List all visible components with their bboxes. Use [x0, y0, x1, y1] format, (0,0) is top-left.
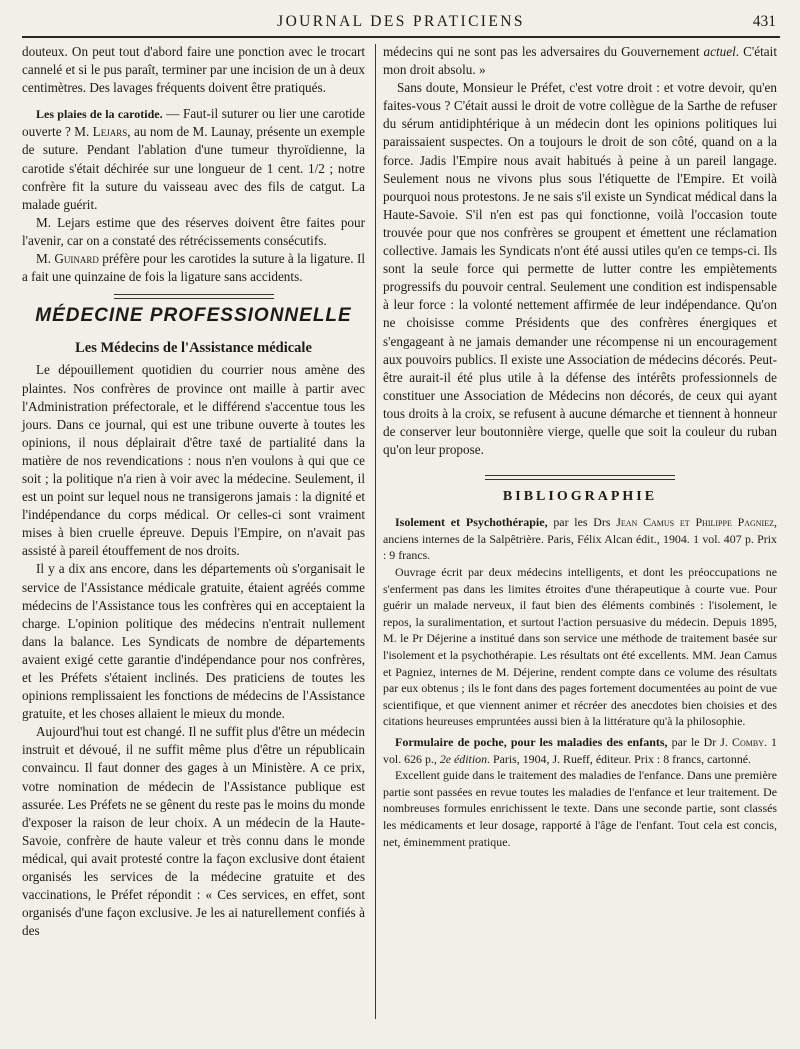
paragraph: M. Lejars estime que des réserves doivent être faites pour l'avenir, car on a constaté des rétrécissements consécutifs. — [22, 214, 365, 248]
book-authors: Jean Camus et Philippe Pagniez — [616, 515, 774, 530]
paragraph: M. Guinard préfère pour les carotides la suture à la ligature. Il a fait une quinzaine de fois la ligature sans accidents. — [22, 251, 365, 285]
column-divider — [375, 44, 376, 1019]
page-number: 431 — [752, 13, 776, 30]
book-entry: Isolement et Psychothérapie, par les Drs Jean Camus et Philippe Pagniez, anciens internes de la Salpêtrière. Paris, Félix Alcan édit., 1904. 1 vol. 407 p. Prix : 9 francs. — [383, 515, 777, 563]
bibliography-title: BIBLIOGRAPHIE — [502, 489, 658, 505]
author-name: Lejars — [92, 124, 128, 140]
paragraph: Le dépouillement quotidien du courrier nous amène des plaintes. Nos confrères de province ont maille à partir avec l'Administration préfectorale, et le différend s'accentue tous les jours. Dans ce journal, qui est une tribune ouverte à toutes les opinions, il nous déplairait d'être taxé de partialité dans la matière de nos revendications : nous n'en voulons à qui que ce soit ; la politique n'a rien à voir avec la médecine. Seulement, il est un point sur lequel nous ne transigerons jamais : la dignité et l'indépendance du corps médical. Or celles-ci sont vraiment mises à bien cruelle épreuve. Depuis l'Empire, on n'avait pas assisté à pareil étouffement de nos droits. — [22, 362, 365, 559]
paragraph: Aujourd'hui tout est changé. Il ne suffit plus d'être un médecin instruit et dévoué, il ne suffit même plus d'être un républicain convaincu. Il faut donner des gages à un Ministère. A ce prix, votre nomination de médecin de l'Assistance publique est assurée. Les Préfets ne se gênent du reste pas le moins du monde d'exposer la raison de leur choix. A un médecin de la Haute-Savoie, confrère de haute valeur et très connu dans le monde médical, qui avait protesté contre la façon exclusive dont étaient organisés les services de la médecine gratuite et des vaccinations, le Préfet répondit : « Ces services, en effet, sont organisés d'une façon exclusive. Je les ai naturellement confiés à des — [22, 724, 365, 939]
paragraph-carotide: Les plaies de la carotide. — Faut-il suturer ou lier une carotide ouverte ? M. Lejars, au nom de M. Launay, présente un exemple de suture. Pendant l'ablation d'une tumeur thyroïdienne, la carotide s'était déchirée sur une longueur de 1 cent. 1/2 ; notre confrère fit la suture du vaisseau avec des fils de catgut. La malade guérit. — [22, 106, 366, 212]
right-column — [383, 43, 777, 850]
book-entry: Formulaire de poche, pour les maladies des enfants, par le Dr J. Comby. 1 vol. 626 p., 2e édition. Paris, 1904, J. Rueff, éditeur. Prix : 8 francs, cartonné. — [383, 734, 777, 766]
book-review: Ouvrage écrit par deux médecins intelligents, et dont les préoccupations ne s'enferment pas dans les limites étroites d'une thérapeutique à courte vue. Pour guérir un malade nerveux, il faut bien des éléments combinés : l'isolement, le repos, la suralimentation, et surtout l'action persuasive du médecin. Depuis 1895, M. le Pr Déjerine a institué dans son service une méthode de traitement basée sur l'isolement et la psychothérapie. Les résultats ont été excellents. MM. Jean Camus et Pagniez, internes de M. Déjerine, rendent compte dans ce volume des résultats par eux obtenus ; ils le font dans des pages fortement documentées au point de vue scientifique, et que viennent animer et récréer des anecdotes bien choisies et des citations heureuses empruntées aussi bien à la littérature qu'à la philosophie. — [383, 565, 777, 729]
journal-title: JOURNAL DES PRATICIENS — [277, 13, 525, 30]
run-in-heading: Les plaies de la carotide. — [36, 107, 163, 122]
paragraph: Sans doute, Monsieur le Préfet, c'est votre droit : et votre devoir, qu'en faites-vous ? C'était aussi le droit de votre collègue de la Sarthe de refuser du sérum antidiphtérique à un médecin dont les opinions politiques lui paraissaient suspectes. On a toujours le droit de son côté, quand on a la force. Jadis l'Empire nous avait habitués à peine à un pareil langage. Seulement nous ne vivons plus sous l'étiquette de l'Empire. Et voilà pourquoi nous protestons. Je ne sais s'il existe un Syndicat médical dans la Haute-Savoie. S'il n'en est pas qui fonctionne, voilà l'occasion toute trouvée pour que nos confrères se groupent et émettent une réclamation collective. Jamais les Syndicats n'ont été aussi utiles qu'en ce temps-ci. Ils sont la seule force qui permette de lutter contre les empiètements progressifs du pouvoir central. Seulement une condition est indispensable à leur force : la volonté nettement affirmée de leur indépendance. Qu'on ne choisisse comme Présidents que des confrères énergiques et s'engageant à ne jamais demander une récompense ni un encouragement aux pouvoirs publics. Il existe une Association de médecins décorés. Peut-être aurait-il été plus utile à la défense des intérêts professionnels de constituer une Association de Médecins non décorés, de ceux qui ayant tous droits à la croix, se refusent à aucune démarche et tiennent à honneur de conserver leur boutonnière vierge, quelle que soit la couleur du ruban qu'on leur propose. — [383, 80, 777, 458]
section-rule — [485, 475, 675, 480]
book-title: Formulaire de poche, pour les maladies des enfants, — [395, 734, 668, 749]
author-name: Guinard — [54, 251, 99, 267]
left-column — [22, 43, 365, 940]
book-title: Isolement et Psychothérapie, — [395, 515, 548, 530]
book-authors: Comby — [732, 734, 764, 749]
page-header — [22, 8, 780, 38]
paragraph: Il y a dix ans encore, dans les départements où s'organisait le service de l'Assistance médicale gratuite, étaient agréés comme médecins de l'Assistance tous les confrères qui en acceptaient la charge. L'opinion politique des médecins n'entrait nullement dans la balance. Les Syndicats de nombre de départements avaient exigé cette garantie d'indépendance pour nos confrères, et les Préfets s'étaient inclinés. Des praticiens de toutes les opinions remplissaient les fonctions de médecins de l'Assistance gratuite, et les choses allaient le mieux du monde. — [22, 561, 365, 722]
section-title: MÉDECINE PROFESSIONNELLE — [35, 305, 352, 327]
paragraph: médecins qui ne sont pas les adversaires du Gouvernement actuel. C'était mon droit absolu. » — [383, 44, 777, 78]
article-title: Les Médecins de l'Assistance médicale — [75, 340, 312, 357]
paragraph: douteux. On peut tout d'abord faire une ponction avec le trocart cannelé et si le pus paraît, terminer par une incision de un à deux centimètres. Des lavages fréquents doivent être pratiqués. — [22, 44, 365, 96]
section-rule — [114, 294, 274, 299]
book-review: Excellent guide dans le traitement des maladies de l'enfance. Dans une première partie sont passées en revue toutes les maladies de l'enfance et leur traitement. De nombreuses formules enrichissent le texte. Dans une seconde partie, sont classés les médicaments et leur dosage, rapporté à l'âge de l'enfant. Tout cela est concis, net, éminemment pratique. — [383, 768, 777, 849]
bibliography-list — [383, 514, 777, 850]
